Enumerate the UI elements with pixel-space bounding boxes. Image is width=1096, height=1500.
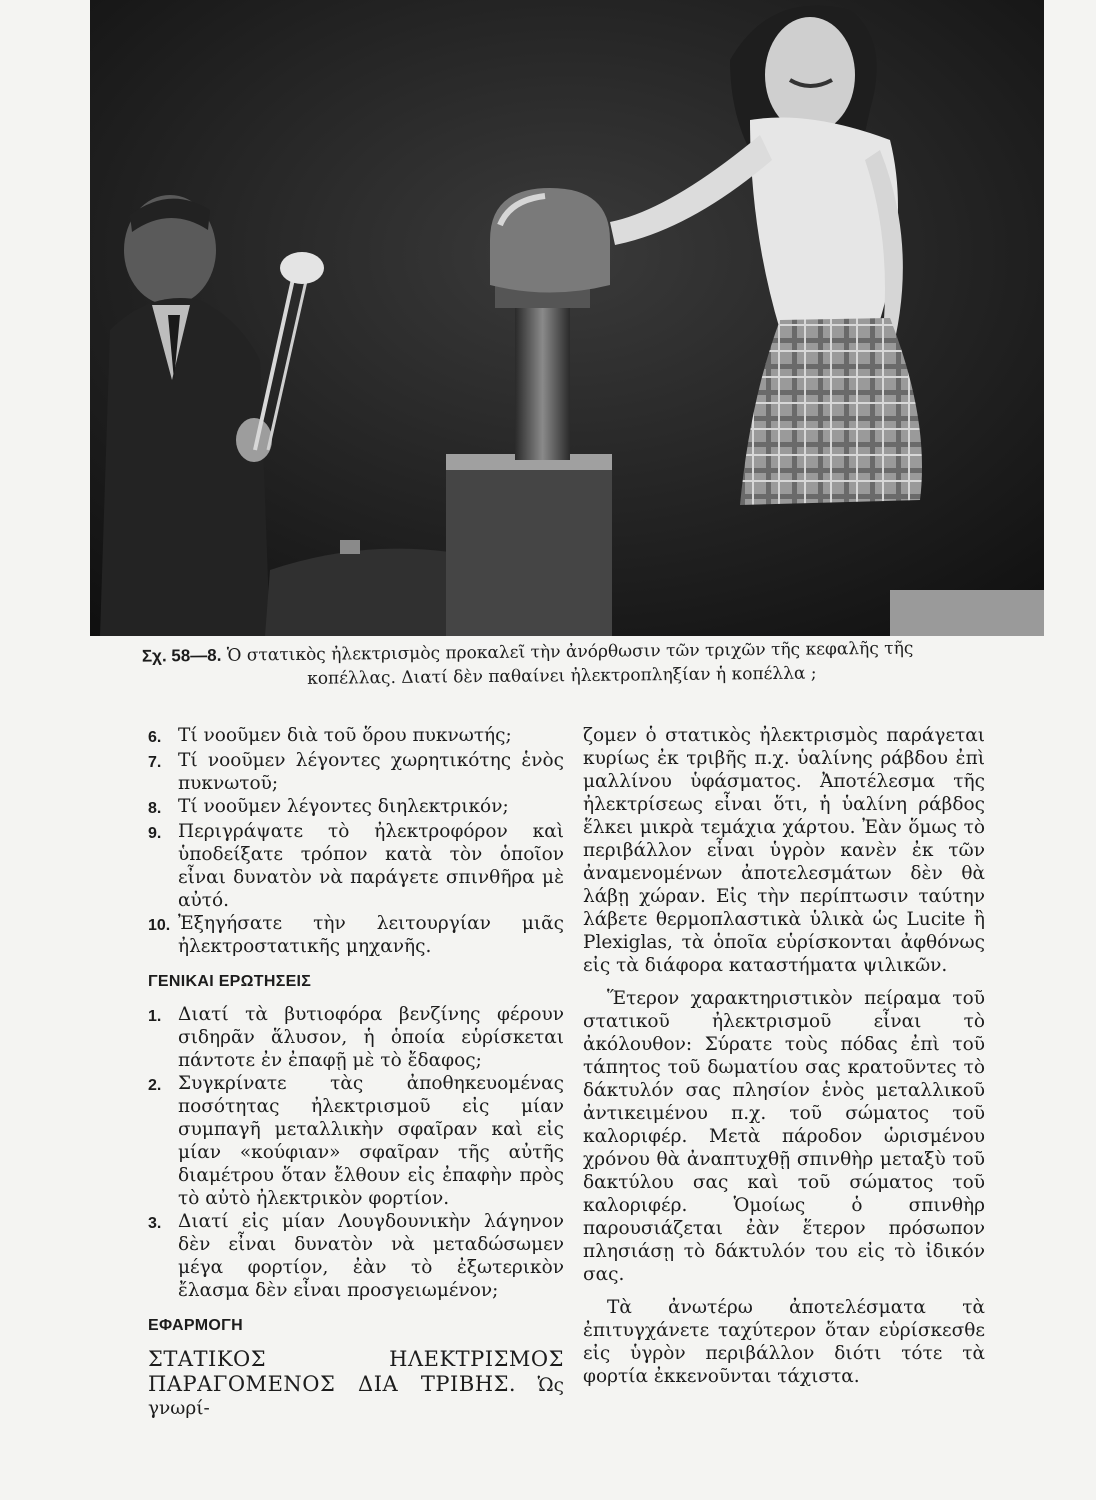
application-intro <box>148 1347 564 1420</box>
question-item <box>148 912 564 958</box>
application-heading: ΕΦΑΡΜΟΓΗ <box>148 1317 243 1334</box>
question-text: Τί νοοῦμεν διὰ τοῦ ὅρου πυκνωτής; <box>178 725 512 746</box>
general-question-item <box>148 1003 564 1072</box>
review-questions <box>148 724 564 958</box>
question-text: Τί νοοῦμεν λέγοντες χωρητικότης ἑνὸς πυκνωτοῦ; <box>178 750 564 794</box>
question-number: 9. <box>148 825 162 842</box>
question-item <box>148 724 564 749</box>
question-item <box>148 749 564 795</box>
question-item <box>148 795 564 820</box>
photo-illustration <box>90 0 1044 636</box>
paragraph: ζομεν ὁ στατικὸς ἠλεκτρισμὸς παράγεται κυρίως ἐκ τριβῆς π.χ. ὑαλίνης ράβδου ἐπὶ μαλλίνου ὑφάσματος. Ἀποτέλεσμα τῆς ἠλεκτρίσεως εἶναι ὅτι, ἡ ὑαλίνη ράβδος ἕλκει μικρὰ τεμάχια χάρτου. Ἐὰν ὅμως τὸ περιβάλλον εἶναι ὑγρὸν κανὲν ἐκ τῶν ἀναμενομένων ἀποτελεσμάτων δὲν θὰ λάβῃ χώραν. Εἰς τὴν περίπτωσιν ταύτην λάβετε θερμοπλαστικὰ ὑλικὰ ὡς Lucite ἢ Plexiglas, τὰ ὁποῖα εὑρίσκονται ἀφθόνως εἰς τὰ διάφορα καταστήματα ψιλικῶν. <box>583 725 985 976</box>
question-number: 2. <box>148 1077 162 1094</box>
application-subheading: ΣΤΑΤΙΚΟΣ ΗΛΕΚΤΡΙΣΜΟΣ ΠΑΡΑΓΟΜΕΝΟΣ ΔΙΑ ΤΡΙΒΗΣ. <box>148 1347 564 1396</box>
application-lead: Ὡς γνωρί- <box>148 1375 564 1419</box>
question-text: Ἐξηγήσατε τὴν λειτουργίαν μιᾶς ἠλεκτροστατικῆς μηχανῆς. <box>178 913 564 957</box>
figure-caption <box>142 635 1022 692</box>
question-text: Τί νοοῦμεν λέγοντες διηλεκτρικόν; <box>178 796 509 817</box>
left-column <box>148 724 564 1430</box>
paragraph: Τὰ ἀνωτέρω ἀποτελέσματα τὰ ἐπιτυγχάνετε ταχύτερον ὅταν εὑρίσκεσθε εἰς ὑγρὸν περιβάλλον διότι τότε τὰ φορτία ἐκκενοῦνται τάχιστα. <box>583 1297 985 1387</box>
question-number: 8. <box>148 800 162 817</box>
general-question-item <box>148 1072 564 1210</box>
general-questions-heading: ΓΕΝΙΚΑΙ ΕΡΩΤΗΣΕΙΣ <box>148 973 312 990</box>
paragraph: Ἕτερον χαρακτηριστικὸν πείραμα τοῦ στατικοῦ ἠλεκτρισμοῦ εἶναι τὸ ἀκόλουθον: Σύρατε τοὺς πόδας ἐπὶ τοῦ τάπητος τοῦ δωματίου σας κρατοῦντες τὸ δάκτυλόν σας πλησίον ἑνὸς μεταλλικοῦ ἀντικειμένου π.χ. τοῦ σώματος τοῦ καλοριφέρ. Μετὰ πάροδον ὡρισμένου χρόνου θὰ ἀναπτυχθῇ σπινθὴρ μεταξὺ τοῦ δακτύλου σας καὶ τοῦ σώματος τοῦ καλοριφέρ. Ὁμοίως ὁ σπινθὴρ παρουσιάζεται ἐὰν ἕτερον πρόσωπον πλησιάσῃ τὸ δάκτυλόν του εἰς τὸ ἰδικόν σας. <box>583 988 985 1285</box>
question-text: Διατί εἰς μίαν Λουγδουνικὴν λάγηνον δὲν εἶναι δυνατὸν νὰ μεταδώσωμεν μέγα φορτίον, ἐὰν τὸ ἐξωτερικὸν ἔλασμα δὲν εἶναι προσγειωμένον; <box>178 1211 564 1301</box>
question-number: 10. <box>148 917 171 934</box>
question-number: 6. <box>148 729 162 746</box>
question-text: Συγκρίνατε τὰς ἀποθηκευομένας ποσότητας ἠλεκτρισμοῦ εἰς μίαν συμπαγῆ μεταλλικὴν σφαῖραν καὶ εἰς μίαν «κούφιαν» σφαῖραν τῆς αὐτῆς διαμέτρου ὅταν ἔλθουν εἰς ἐπαφὴν πρὸς τὸ αὐτὸ ἠλεκτρικὸν φορτίον. <box>178 1073 564 1209</box>
caption-label: Σχ. 58—8. <box>141 645 222 666</box>
general-questions <box>148 1003 564 1302</box>
question-number: 3. <box>148 1215 162 1232</box>
figure-photo <box>90 0 1044 636</box>
right-column <box>583 724 985 1398</box>
question-item <box>148 820 564 912</box>
general-question-item <box>148 1210 564 1302</box>
question-number: 1. <box>148 1008 162 1025</box>
question-text: Διατί τὰ βυτιοφόρα βενζίνης φέρουν σιδηρᾶν ἅλυσον, ἡ ὁποία εὑρίσκεται πάντοτε ἐν ἐπαφῇ μὲ τὸ ἔδαφος; <box>178 1004 564 1071</box>
question-text: Περιγράψατε τὸ ἠλεκτροφόρον καὶ ὑποδείξατε τρόπον κατὰ τὸν ὁποῖον εἶναι δυνατὸν νὰ παράγετε σπινθῆρα μὲ αὐτό. <box>178 821 564 911</box>
caption-text-1: Ὁ στατικὸς ἠλεκτρισμὸς προκαλεῖ τὴν ἀνόρθωσιν τῶν τριχῶν τῆς κεφαλῆς τῆς <box>226 638 914 666</box>
question-number: 7. <box>148 754 162 771</box>
caption-line-2: κοπέλλας. Διατί δὲν παθαίνει ἠλεκτροπληξίαν ἡ κοπέλλα ; <box>307 663 817 689</box>
